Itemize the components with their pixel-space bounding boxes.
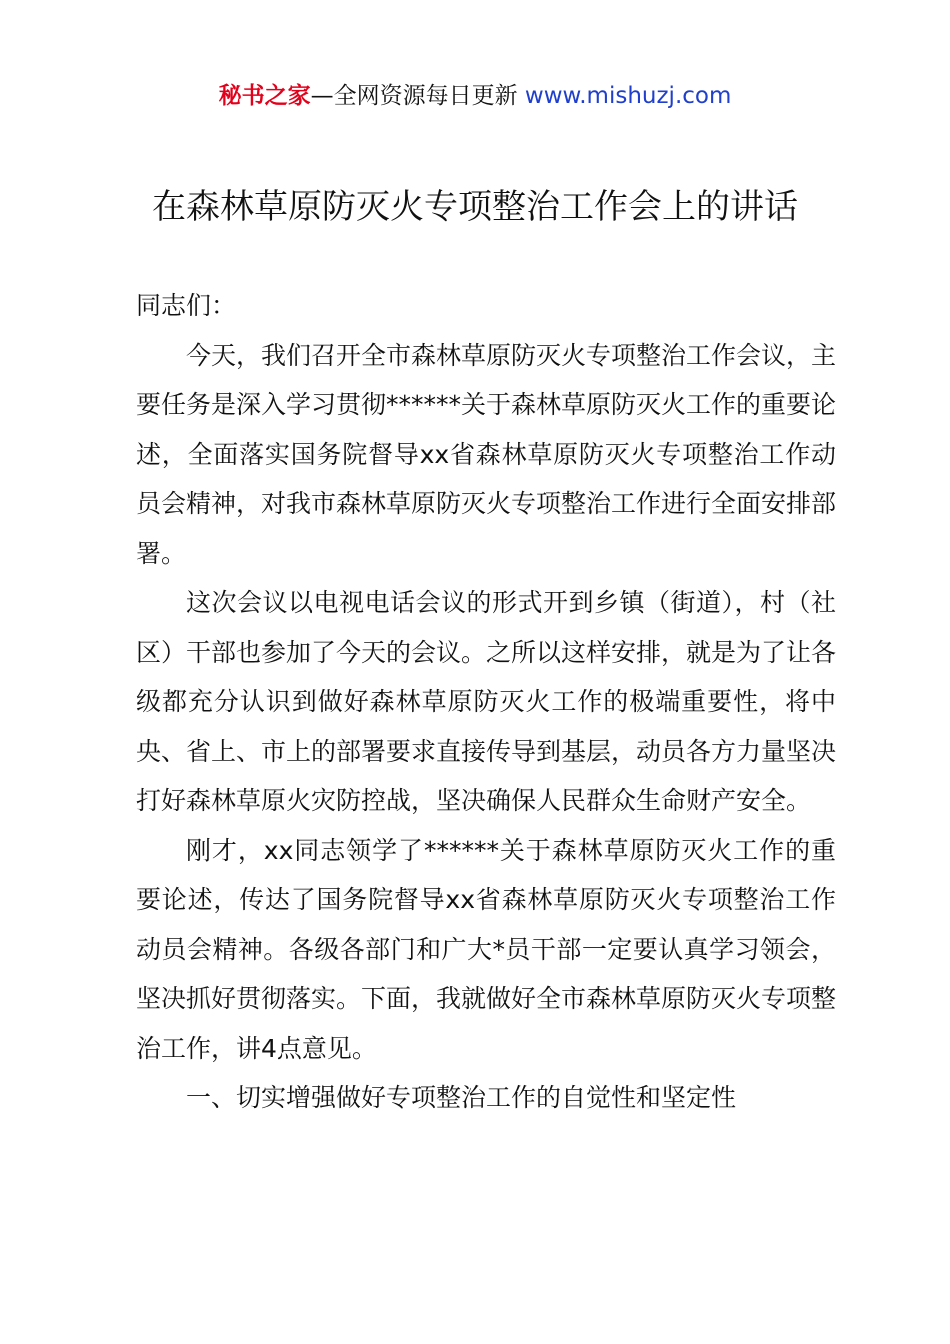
site-header <box>0 80 950 112</box>
paragraph-3: 刚才，xx同志领学了******关于森林草原防灭火工作的重要论述，传达了国务院督导xx省森林草原防灭火专项整治工作动员会精神。各级各部门和广大*员干部一定要认真学习领会，坚决抓好贯彻落实。下面，我就做好全市森林草原防灭火专项整治工作，讲4点意见。 <box>136 835 837 1063</box>
document-body <box>136 281 836 1123</box>
section-heading: 一、切实增强做好专项整治工作的自觉性和坚定性 <box>186 1083 737 1112</box>
paragraph-1: 今天，我们召开全市森林草原防灭火专项整治工作会议，主要任务是深入学习贯彻******关于森林草原防灭火工作的重要论述，全面落实国务院督导xx省森林草原防灭火专项整治工作动员会精神，对我市森林草原防灭火专项整治工作进行全面安排部署。 <box>136 340 837 568</box>
site-url-link[interactable]: www.mishuzj.com <box>524 83 732 109</box>
salutation: 同志们： <box>136 291 237 320</box>
site-tagline: —全网资源每日更新 <box>310 83 518 109</box>
paragraph-2: 这次会议以电视电话会议的形式开到乡镇（街道），村（社区）干部也参加了今天的会议。之所以这样安排，就是为了让各级都充分认识到做好森林草原防灭火工作的极端重要性，将中央、省上、市上的部署要求直接传导到基层，动员各方力量坚决打好森林草原火灾防控战，坚决确保人民群众生命财产安全。 <box>136 588 837 815</box>
document-title: 在森林草原防灭火专项整治工作会上的讲话 <box>152 187 798 227</box>
site-brand: 秘书之家 <box>218 83 311 109</box>
